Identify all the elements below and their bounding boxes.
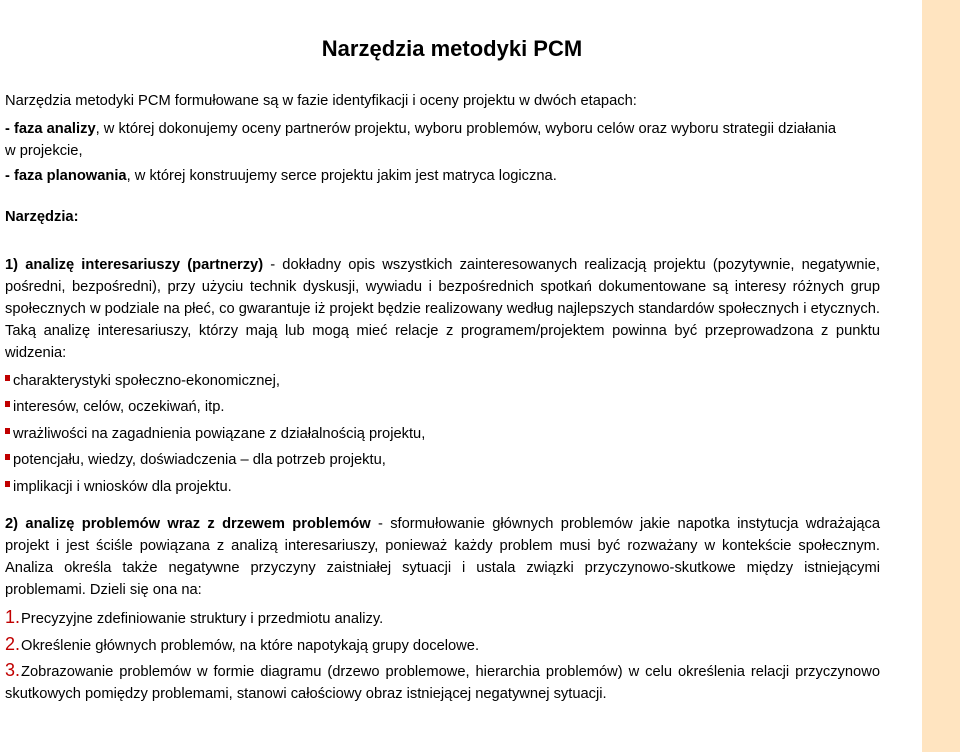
- list-item-text: wrażliwości na zagadnienia powiązane z działalnością projektu,: [13, 426, 426, 442]
- list-item: [5, 423, 425, 445]
- list-item: [5, 476, 232, 498]
- tool2-label: 2) analizę problemów wraz z drzewem problemów: [5, 516, 371, 532]
- page-title: Narzędzia metodyki PCM: [321, 36, 583, 61]
- square-bullet-icon: [5, 375, 10, 381]
- numbered-item-text: Określenie głównych problemów, na które napotykają grupy docelowe.: [21, 638, 480, 654]
- tool2-text: - sformułowanie głównych problemów jakie napotka instytucja wdrażająca projekt i jest ściśle powiązana z analizą interesariuszy, ponieważ każdy problem musi być rozważany w kontekście społecznym. Analiza określa także negatywne przyczyny zaistniałej sytuacji i ustala związki przyczynowo-skutkowe między istniejącymi problemami. Dzieli się ona na:: [5, 516, 881, 598]
- square-bullet-icon: [5, 481, 10, 487]
- square-bullet-icon: [5, 454, 10, 460]
- numbered-item-text: Precyzyjne zdefiniowanie struktury i przedmiotu analizy.: [21, 611, 384, 627]
- numbered-item: [5, 633, 880, 657]
- list-item-text: charakterystyki społeczno-ekonomicznej,: [13, 373, 280, 389]
- tool1-paragraph: [5, 254, 880, 364]
- list-item-text: interesów, celów, oczekiwań, itp.: [13, 399, 225, 415]
- tool1-label: 1) analizę interesariuszy (partnerzy): [5, 257, 264, 273]
- list-item: [5, 396, 224, 418]
- tools-heading: Narzędzia:: [5, 209, 79, 225]
- list-item-text: potencjału, wiedzy, doświadczenia – dla potrzeb projektu,: [13, 452, 386, 468]
- list-item: [5, 449, 386, 471]
- numbered-item: [5, 659, 880, 705]
- numbered-item: [5, 606, 880, 630]
- list-item-text: implikacji i wniosków dla projektu.: [13, 479, 232, 495]
- tool1-text: - dokładny opis wszystkich zainteresowanych realizacją projektu (pozytywnie, negatywnie, pośredni, bezpośredni), przy użyciu technik dyskusji, wywiadu i bezpośrednich spotkań dokumentowane są interesy różnych grup społecznych w podziale na płeć, co gwarantuje iż projekt będzie realizowany według najlepszych standardów społecznych i etycznych. Taką analizę interesariuszy, którzy mają lub mogą mieć relacje z programem/projektem powinna być przeprowadzona z punktu widzenia:: [5, 257, 880, 361]
- phase-planning-text: , w której konstruujemy serce projektu jakim jest matryca logiczna.: [126, 168, 557, 184]
- numbered-item-number: 3.: [5, 660, 21, 680]
- square-bullet-icon: [5, 428, 10, 434]
- numbered-item-number: 2.: [5, 634, 21, 654]
- square-bullet-icon: [5, 401, 10, 407]
- intro-paragraph: Narzędzia metodyki PCM formułowane są w fazie identyfikacji i oceny projektu w dwóch etapach:: [5, 93, 637, 109]
- numbered-item-number: 1.: [5, 607, 21, 627]
- phase-analysis-text: , w której dokonujemy oceny partnerów projektu, wyboru problemów, wyboru celów oraz wyboru strategii działania w projekcie,: [5, 121, 837, 159]
- decorative-side-strip: [922, 0, 960, 752]
- list-item: [5, 370, 280, 392]
- numbered-item-text: Zobrazowanie problemów w formie diagramu (drzewo problemowe, hierarchia problemów) w celu określenia relacji przyczynowo skutkowych pomiędzy problemami, stanowi całościowy obraz istniejącej negatywnej sytuacji.: [5, 664, 880, 702]
- phase-analysis-paragraph: [5, 118, 845, 162]
- tool2-paragraph: [5, 513, 880, 601]
- phase-planning-label: - faza planowania: [5, 168, 127, 184]
- phase-planning-paragraph: [5, 165, 557, 187]
- phase-analysis-label: - faza analizy: [5, 121, 96, 137]
